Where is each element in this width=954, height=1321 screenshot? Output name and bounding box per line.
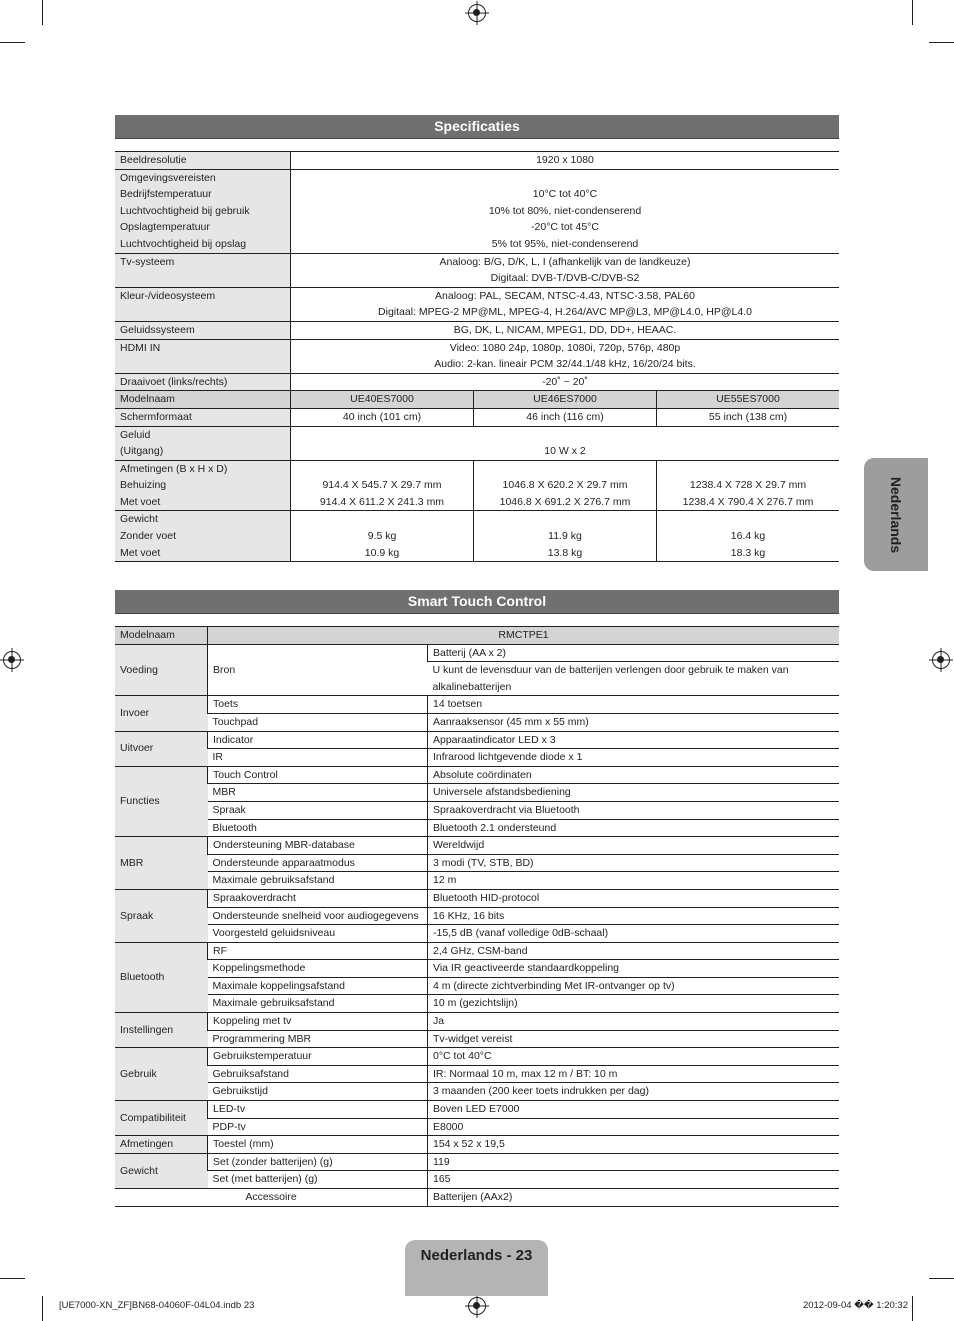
stc-row — [115, 1030, 839, 1048]
spec-row — [115, 321, 839, 339]
stc-sub-label: Ondersteuning MBR-database — [208, 837, 428, 855]
spec-row — [115, 287, 839, 321]
cell-line: Geluid — [120, 428, 151, 441]
stc-value: Ja — [428, 1013, 840, 1031]
stc-value: Bluetooth 2.1 ondersteund — [428, 819, 840, 837]
stc-value: 154 x 52 x 19,5 — [428, 1136, 840, 1154]
spec-row — [115, 152, 839, 170]
stc-table — [115, 626, 839, 1207]
spec-value — [291, 339, 840, 373]
stc-accessory-label: Accessoire — [115, 1189, 428, 1207]
stc-row — [115, 854, 839, 872]
stc-sub-label: Indicator — [208, 731, 428, 749]
page-number-tab — [405, 1240, 548, 1296]
crop-mark — [929, 1278, 954, 1279]
stc-row — [115, 1153, 839, 1171]
stc-sub-label: Set (zonder batterijen) (g) — [208, 1153, 428, 1171]
spec-value — [657, 391, 840, 409]
cell-line: Schermformaat — [120, 410, 192, 423]
cell-line: Met voet — [120, 495, 161, 508]
spec-section-title: Specificaties — [115, 115, 839, 139]
page-number: Nederlands - 23 — [420, 1247, 533, 1264]
spec-label — [115, 287, 291, 321]
stc-row — [115, 801, 839, 819]
cell-line: 55 inch (138 cm) — [708, 410, 788, 423]
stc-value: Wereldwijd — [428, 837, 840, 855]
stc-row — [115, 784, 839, 802]
spec-value — [291, 287, 840, 321]
cell-line: BG, DK, L, NICAM, MPEG1, DD, DD+, HEAAC. — [453, 323, 677, 336]
stc-group: Uitvoer — [115, 731, 208, 766]
language-side-tab — [864, 458, 928, 571]
cell-line: Digitaal: MPEG-2 MP@ML, MPEG-4, H.264/AVC MP@L3, MP@L4.0, HP@L4.0 — [378, 306, 752, 319]
spec-value — [291, 426, 840, 460]
spec-value — [474, 408, 657, 426]
spec-label — [115, 169, 291, 253]
cell-line: -20˚ ~ 20˚ — [542, 375, 588, 388]
spec-value — [657, 460, 840, 511]
stc-value: Boven LED E7000 — [428, 1101, 840, 1119]
stc-section-title: Smart Touch Control — [115, 590, 839, 614]
spec-label — [115, 391, 291, 409]
stc-row — [115, 731, 839, 749]
cell-line: HDMI IN — [120, 341, 161, 354]
stc-group: Modelnaam — [115, 627, 208, 645]
stc-group: Instellingen — [115, 1013, 208, 1048]
cell-line: 13.8 kg — [547, 546, 583, 559]
cell-line: 1046.8 X 620.2 X 29.7 mm — [502, 479, 628, 492]
spec-row — [115, 373, 839, 391]
spec-model-row — [115, 391, 839, 409]
cell-line: Tv-systeem — [120, 255, 175, 268]
stc-sub-label: Toets — [208, 696, 428, 714]
spec-table — [115, 151, 839, 562]
stc-value: Via IR geactiveerde standaardkoppeling — [428, 960, 840, 978]
spec-value — [291, 391, 474, 409]
stc-accessory-row — [115, 1189, 839, 1207]
spec-dimensions-row — [115, 460, 839, 511]
crop-mark — [42, 1296, 43, 1321]
cell-line: 10 W x 2 — [544, 445, 586, 458]
spec-label — [115, 152, 291, 170]
stc-value: Universele afstandsbediening — [428, 784, 840, 802]
cell-line: UE55ES7000 — [716, 393, 780, 406]
cell-line: Draaivoet (links/rechts) — [120, 375, 228, 388]
stc-row — [115, 696, 839, 714]
footer-timestamp: 2012-09-04 �� 1:20:32 — [802, 1300, 908, 1311]
stc-group: Spraak — [115, 889, 208, 942]
cell-line: Behuizing — [120, 479, 167, 492]
spec-label — [115, 511, 291, 562]
stc-group: Gewicht — [115, 1153, 208, 1188]
stc-value: U kunt de levensduur van de batterijen verlengen door gebruik te maken van alkalinebatterijen — [428, 662, 840, 696]
cell-line: 1046.8 X 691.2 X 276.7 mm — [499, 495, 631, 508]
stc-sub-label: Bluetooth — [208, 819, 428, 837]
stc-value: Batterijen (AAx2) — [428, 1189, 840, 1207]
crop-mark — [912, 1296, 913, 1321]
cell-line: Video: 1080 24p, 1080p, 1080i, 720p, 576p, 480p — [449, 341, 681, 354]
spec-value — [291, 253, 840, 287]
spec-value — [474, 391, 657, 409]
side-tab-label: Nederlands — [888, 476, 904, 553]
cell-line: Modelnaam — [120, 393, 175, 406]
spec-value — [291, 511, 474, 562]
stc-row — [115, 925, 839, 943]
cell-line: Audio: 2-kan. lineair PCM 32/44.1/48 kHz, 16/20/24 bits. — [434, 358, 696, 371]
cell-line: Gewicht — [120, 513, 158, 526]
spec-row — [115, 339, 839, 373]
cell-line: 40 inch (101 cm) — [342, 410, 422, 423]
stc-value: Apparaatindicator LED x 3 — [428, 731, 840, 749]
crop-mark — [42, 0, 43, 25]
cell-line: 914.4 X 611.2 X 241.3 mm — [319, 495, 445, 508]
stc-value: 16 KHz, 16 bits — [428, 907, 840, 925]
stc-value: 12 m — [428, 872, 840, 890]
cell-line: 10% tot 80%, niet-condenserend — [488, 204, 642, 217]
stc-value: 0°C tot 40°C — [428, 1048, 840, 1066]
stc-sub-label: Gebruikstijd — [208, 1083, 428, 1101]
stc-row — [115, 713, 839, 731]
stc-sub-label: IR — [208, 749, 428, 767]
stc-sub-label: Set (met batterijen) (g) — [208, 1171, 428, 1189]
cell-line: Luchtvochtigheid bij opslag — [120, 237, 247, 250]
stc-row — [115, 1048, 839, 1066]
stc-sub-label: LED-tv — [208, 1101, 428, 1119]
stc-model-row — [115, 627, 839, 645]
cell-line: 16.4 kg — [730, 530, 766, 543]
spec-value — [291, 321, 840, 339]
cell-line: 18.3 kg — [730, 546, 766, 559]
crop-mark — [0, 1278, 25, 1279]
stc-group: Functies — [115, 766, 208, 836]
cell-line: Digitaal: DVB-T/DVB-C/DVB-S2 — [490, 272, 640, 285]
cell-line: 5% tot 95%, niet-condenserend — [491, 237, 639, 250]
stc-sub-label: Bron — [208, 644, 428, 696]
spec-value — [474, 511, 657, 562]
spec-value — [657, 511, 840, 562]
spec-label — [115, 426, 291, 460]
stc-group: MBR — [115, 837, 208, 890]
cell-line: 11.9 kg — [548, 530, 582, 543]
cell-line: Analoog: B/G, D/K, L, I (afhankelijk van de landkeuze) — [439, 255, 691, 268]
stc-value: Infrarood lichtgevende diode x 1 — [428, 749, 840, 767]
stc-sub-label: Spraak — [208, 801, 428, 819]
stc-row — [115, 889, 839, 907]
spec-label — [115, 460, 291, 511]
stc-sub-label: Ondersteunde snelheid voor audiogegevens — [208, 907, 428, 925]
stc-value: IR: Normaal 10 m, max 12 m / BT: 10 m — [428, 1065, 840, 1083]
spec-sound-row — [115, 426, 839, 460]
stc-sub-label: Maximale koppelingsafstand — [208, 977, 428, 995]
spec-row — [115, 253, 839, 287]
spec-label — [115, 253, 291, 287]
stc-row — [115, 942, 839, 960]
stc-value: E8000 — [428, 1118, 840, 1136]
registration-mark-icon — [468, 1297, 486, 1315]
stc-row — [115, 1136, 839, 1154]
stc-value: 2,4 GHz, CSM-band — [428, 942, 840, 960]
spec-value — [474, 460, 657, 511]
stc-row — [115, 1083, 839, 1101]
stc-group: Afmetingen — [115, 1136, 208, 1154]
cell-line: (Uitgang) — [120, 445, 164, 458]
stc-value: 3 maanden (200 keer toets indrukken per dag) — [428, 1083, 840, 1101]
cell-line: Geluidssysteem — [120, 323, 195, 336]
stc-value: Bluetooth HID-protocol — [428, 889, 840, 907]
stc-sub-label: Spraakoverdracht — [208, 889, 428, 907]
stc-row — [115, 907, 839, 925]
stc-value: Spraakoverdracht via Bluetooth — [428, 801, 840, 819]
stc-group: Bluetooth — [115, 942, 208, 1012]
stc-row — [115, 977, 839, 995]
cell-line: 914.4 X 545.7 X 29.7 mm — [322, 479, 442, 492]
spec-label — [115, 373, 291, 391]
stc-row — [115, 766, 839, 784]
spec-value — [291, 408, 474, 426]
cell-line: 1238.4 X 728 X 29.7 mm — [689, 479, 807, 492]
stc-sub-label: Maximale gebruiksafstand — [208, 995, 428, 1013]
registration-mark-icon — [3, 651, 21, 669]
cell-line: Beeldresolutie — [120, 154, 187, 166]
spec-label — [115, 321, 291, 339]
cell-line: 1238.4 X 790.4 X 276.7 mm — [682, 495, 814, 508]
stc-sub-label: Koppelingsmethode — [208, 960, 428, 978]
stc-value: Aanraaksensor (45 mm x 55 mm) — [428, 713, 840, 731]
spec-weight-row — [115, 511, 839, 562]
stc-group: Invoer — [115, 696, 208, 731]
cell-line: Kleur-/videosysteem — [120, 289, 216, 302]
cell-line: Omgevingsvereisten — [120, 171, 216, 184]
stc-value: 3 modi (TV, STB, BD) — [428, 854, 840, 872]
stc-group: Gebruik — [115, 1048, 208, 1101]
registration-mark-icon — [468, 4, 486, 22]
cell-line: Opslagtemperatuur — [120, 221, 210, 234]
stc-sub-label: Gebruikstemperatuur — [208, 1048, 428, 1066]
stc-row — [115, 1013, 839, 1031]
stc-row — [115, 1065, 839, 1083]
spec-value — [291, 373, 840, 391]
stc-sub-label: RF — [208, 942, 428, 960]
cell-line: Bedrijfstemperatuur — [120, 188, 212, 201]
cell-line: 46 inch (116 cm) — [526, 410, 604, 423]
stc-row — [115, 749, 839, 767]
stc-row — [115, 837, 839, 855]
stc-row — [115, 819, 839, 837]
spec-screen-row — [115, 408, 839, 426]
stc-row — [115, 1101, 839, 1119]
cell-line: Analoog: PAL, SECAM, NTSC-4.43, NTSC-3.58, PAL60 — [435, 289, 695, 302]
stc-sub-label: Maximale gebruiksafstand — [208, 872, 428, 890]
stc-sub-label: PDP-tv — [208, 1118, 428, 1136]
cell-line: 9.5 kg — [367, 530, 397, 543]
cell-line: UE46ES7000 — [533, 393, 597, 406]
cell-line: 10.9 kg — [364, 546, 400, 559]
crop-mark — [912, 0, 913, 25]
stc-group: Compatibiliteit — [115, 1101, 208, 1136]
stc-row — [115, 1118, 839, 1136]
stc-sub-label: Voorgesteld geluidsniveau — [208, 925, 428, 943]
cell-line: Luchtvochtigheid bij gebruik — [120, 204, 250, 217]
spec-value — [291, 152, 840, 170]
spec-row — [115, 169, 839, 253]
stc-group: Voeding — [115, 644, 208, 696]
cell-line: Met voet — [120, 546, 161, 559]
stc-value: Tv-widget vereist — [428, 1030, 840, 1048]
spec-label — [115, 339, 291, 373]
footer-file-info: [UE7000-XN_ZF]BN68-04060F-04L04.indb 23 — [59, 1300, 255, 1311]
stc-sub-label: Programmering MBR — [208, 1030, 428, 1048]
stc-value: 165 — [428, 1171, 840, 1189]
cell-line: 10°C tot 40°C — [532, 188, 598, 201]
cell-line: UE40ES7000 — [350, 393, 414, 406]
stc-sub-label: MBR — [208, 784, 428, 802]
cell-line: Afmetingen (B x H x D) — [120, 462, 228, 475]
crop-mark — [0, 42, 25, 43]
stc-sub-label: Gebruiksafstand — [208, 1065, 428, 1083]
stc-value: 4 m (directe zichtverbinding Met IR-ontvanger op tv) — [428, 977, 840, 995]
spec-label — [115, 408, 291, 426]
stc-sub-label: Touchpad — [208, 713, 428, 731]
stc-sub-label: Touch Control — [208, 766, 428, 784]
stc-value: Batterij (AA x 2) — [428, 644, 840, 662]
stc-row — [115, 995, 839, 1013]
stc-sub-label: Koppeling met tv — [208, 1013, 428, 1031]
spec-value — [291, 460, 474, 511]
cell-line: -20°C tot 45°C — [531, 221, 599, 234]
stc-value: Absolute coördinaten — [428, 766, 840, 784]
stc-sub-label: Ondersteunde apparaatmodus — [208, 854, 428, 872]
registration-mark-icon — [932, 651, 950, 669]
spec-value — [291, 169, 840, 253]
stc-value: 14 toetsen — [428, 696, 840, 714]
crop-mark — [929, 42, 954, 43]
stc-model-value: RMCTPE1 — [208, 627, 840, 645]
stc-sub-label: Toestel (mm) — [208, 1136, 428, 1154]
cell-line: Zonder voet — [120, 530, 177, 543]
stc-row — [115, 960, 839, 978]
stc-row — [115, 644, 839, 662]
stc-value: 119 — [428, 1153, 840, 1171]
spec-value — [657, 408, 840, 426]
stc-row — [115, 872, 839, 890]
stc-value: 10 m (gezichtslijn) — [428, 995, 840, 1013]
stc-row — [115, 1171, 839, 1189]
stc-value: -15,5 dB (vanaf volledige 0dB-schaal) — [428, 925, 840, 943]
cell-line: 1920 x 1080 — [536, 154, 594, 166]
